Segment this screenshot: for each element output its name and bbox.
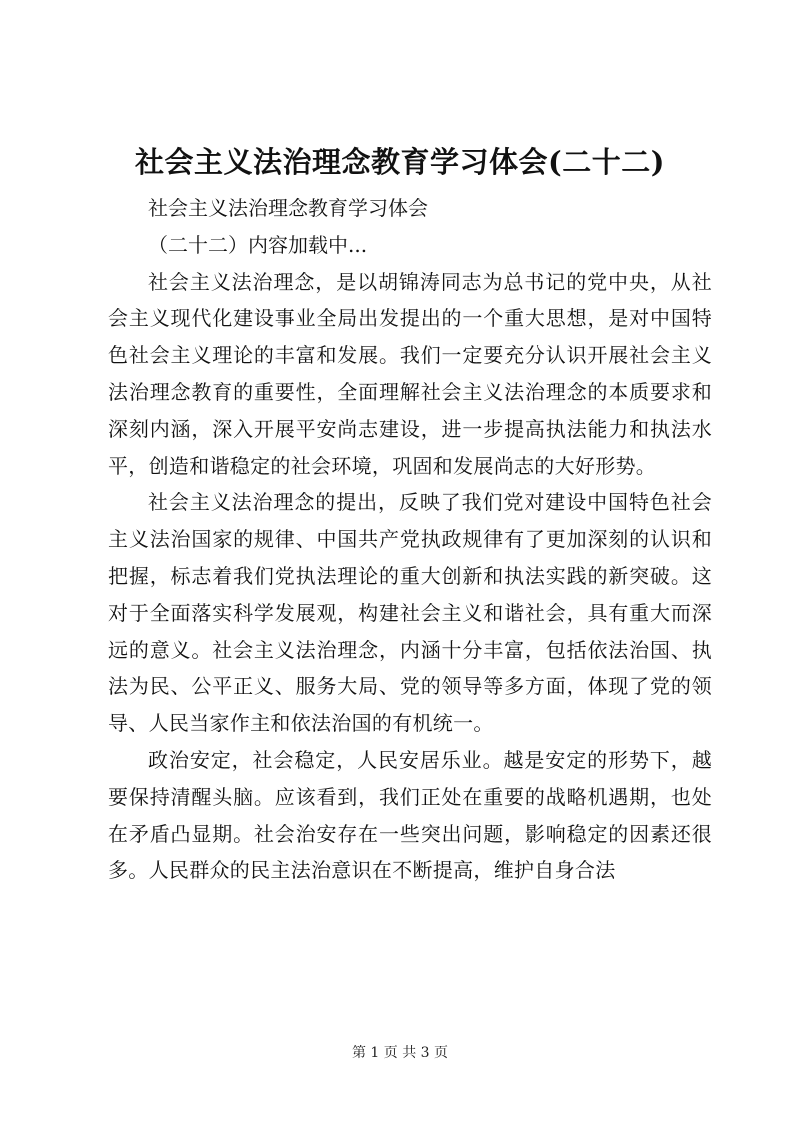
paragraph-1: 社会主义法治理念，是以胡锦涛同志为总书记的党中央，从社会主义现代化建设事业全局出发提出的一个重大思想，是对中国特色社会主义理论的丰富和发展。我们一定要充分认识开展社会主义法治理念教育的重要性，全面理解社会主义法治理念的本质要求和深刻内涵，深入开展平安尚志建设，进一步提高执法能力和执法水平，创造和谐稳定的社会环境，巩固和发展尚志的大好形势。 xyxy=(108,269,712,478)
subtitle-line: 社会主义法治理念教育学习体会 xyxy=(148,196,428,220)
loading-line: （二十二）内容加载中... xyxy=(148,232,368,257)
document-title: 社会主义法治理念教育学习体会(二十二) xyxy=(135,145,665,179)
paragraph-3: 政治安定，社会稳定，人民安居乐业。越是安定的形势下，越要保持清醒头脑。应该看到，我们正处在重要的战略机遇期，也处在矛盾凸显期。社会治安存在一些突出问题，影响稳定的因素还很多。人民群众的民主法治意识在不断提高，维护自身合法 xyxy=(108,747,712,883)
document-body xyxy=(108,190,712,889)
page-footer: 第 1 页 共 3 页 xyxy=(351,1045,449,1061)
paragraph-2: 社会主义法治理念的提出，反映了我们党对建设中国特色社会主义法治国家的规律、中国共产党执政规律有了更加深刻的认识和把握，标志着我们党执法理论的重大创新和执法实践的新突破。这对于全面落实科学发展观，构建社会主义和谐社会，具有重大而深远的意义。社会主义法治理念，内涵十分丰富，包括依法治国、执法为民、公平正义、服务大局、党的领导等多方面，体现了党的领导、人民当家作主和依法治国的有机统一。 xyxy=(108,490,712,736)
